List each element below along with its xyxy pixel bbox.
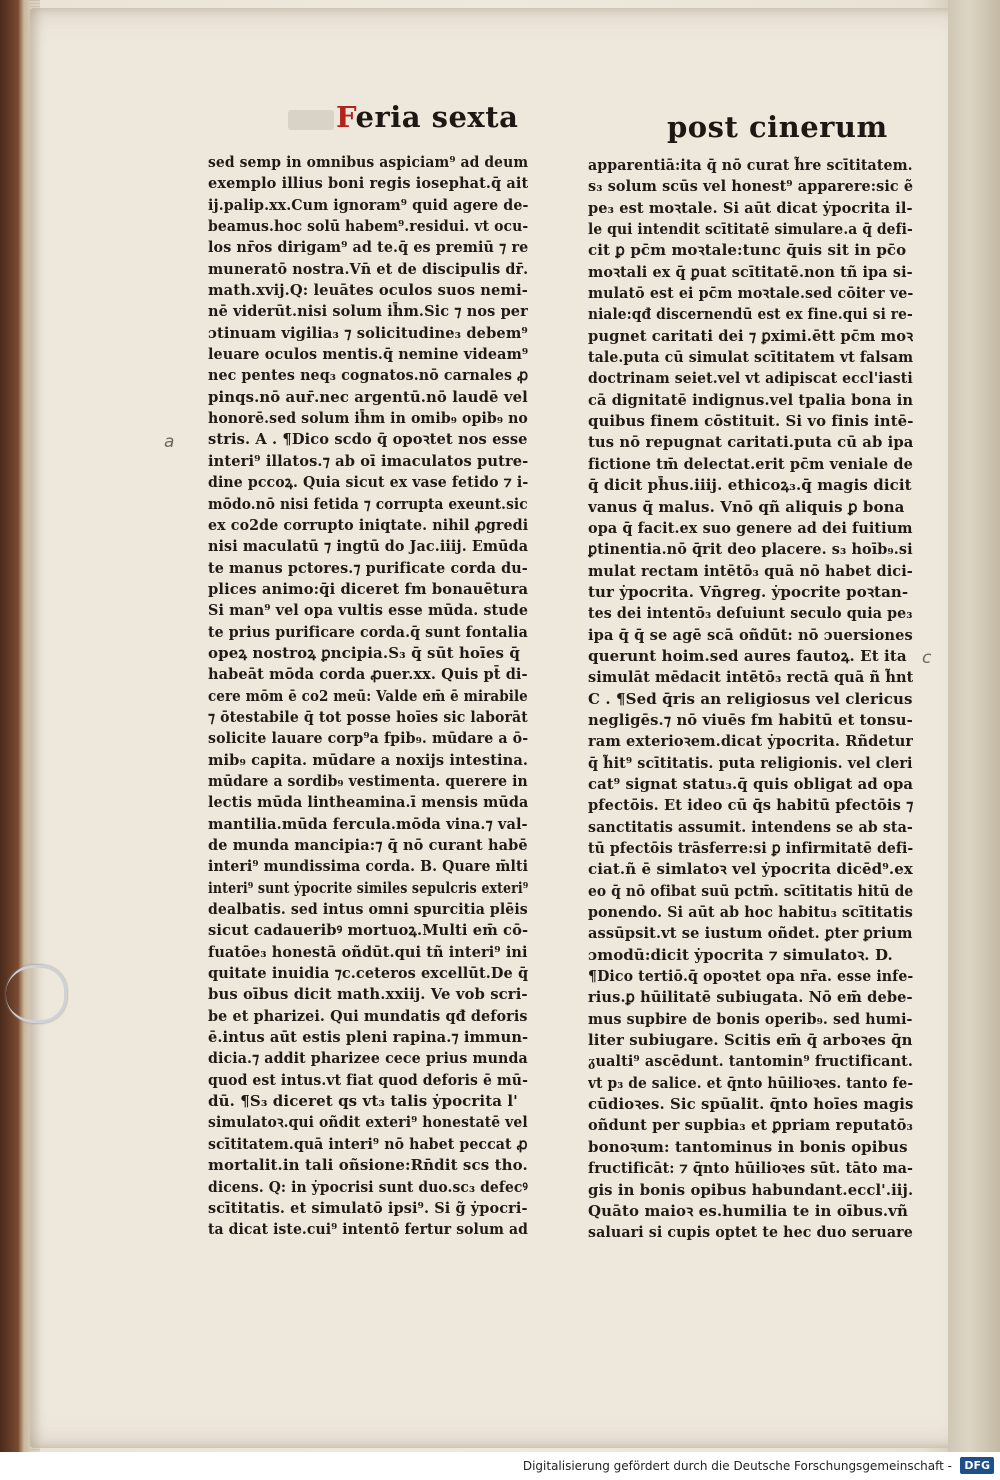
text-line: C . ¶Sed q̄ris an religiosus vel clericus bbox=[588, 689, 913, 708]
text-line: liter subiugare. Scitis em̄ q̄ arboꝛes q̄n bbox=[588, 1031, 913, 1050]
text-line: exemplo illius boni regis iosephat.q̄ ait bbox=[208, 174, 528, 193]
text-line: tū pfectōis trāsferre:si ꝑ infirmitatē defi- bbox=[588, 839, 913, 857]
text-line: lectis mūda lintheamina.ī mensis mūda bbox=[208, 793, 528, 812]
text-line: tale.puta cū simulat scītitatem vt falsam bbox=[588, 348, 913, 367]
text-column-right bbox=[588, 155, 913, 1244]
text-line: cūdioꝛes. Sic spūalit. q̄nto hoīes magis bbox=[588, 1095, 913, 1114]
text-line: beamus.hoc solū habem⁹.residui. vt ocu- bbox=[208, 217, 528, 236]
text-line: cā dignitatē indignus.vel tpalia bona in bbox=[588, 390, 913, 409]
text-line: ponendo. Si aūt ab hoc habitu₃ scītitatis bbox=[588, 903, 913, 922]
text-line: rius.ꝑ hūilitatē subiugata. Nō em̄ debe- bbox=[588, 988, 913, 1007]
running-head-left: Feria sexta bbox=[336, 100, 519, 134]
text-line: doctrinam seiet.vel vt adipiscat eccl'iasti bbox=[588, 369, 913, 388]
text-column-left bbox=[208, 152, 528, 1241]
margin-note-a: a bbox=[164, 432, 175, 452]
text-line: plices animo:q̄i diceret fm bonauētura bbox=[208, 579, 528, 598]
text-line: mūdare a sordib₉ vestimenta. querere in bbox=[208, 771, 528, 790]
text-line: ɔtinuam vigilia₃ ⁊ solicitudine₃ debem⁹ bbox=[208, 323, 528, 342]
text-line: interi⁹ illatos.⁊ ab oī imaculatos putre- bbox=[208, 451, 528, 470]
text-line: fuatōe₃ honestā oñdūt.qui tñ interi⁹ ini bbox=[208, 942, 528, 961]
text-line: tus nō repugnat caritati.puta cū ab ipa bbox=[588, 433, 913, 452]
text-line: s₃ solum scūs vel honest⁹ apparere:sic ẽ bbox=[588, 177, 913, 196]
text-line: dealbatis. sed intus omni spurcitia plēis bbox=[208, 900, 528, 919]
text-line: pugnet caritati dei ⁊ ꝑximi.ētt pc̄m moꝛ bbox=[588, 326, 913, 345]
text-line: ¶Dico tertiō.q̄ opoꝛtet opa nr̄a. esse infe- bbox=[588, 967, 913, 986]
text-line: vanus q̄ malus. Vnō qñ aliquis ꝑ bona bbox=[588, 497, 905, 516]
text-line: opa q̄ facit.ex suo genere ad dei fuitium bbox=[588, 518, 913, 537]
text-line: habeāt mōda corda ꝓuer.xx. Quis pt̄ di- bbox=[208, 665, 528, 684]
text-line: interi⁹ mundissima corda. B. Quare m̄lti bbox=[208, 857, 528, 876]
text-line: dine pccoꝝ. Quia sicut ex vase fetido ⁊ i- bbox=[208, 473, 528, 492]
text-line: interi⁹ sunt ẏpocrite similes sepulcris exteri⁹ bbox=[208, 878, 528, 897]
text-line: ij.palip.xx.Cum ignoram⁹ quid agere de- bbox=[208, 195, 528, 214]
text-line: ciat.ñ ē simlatoꝛ vel ẏpocrita dicēd⁹.ex bbox=[588, 860, 913, 879]
margin-note-c: c bbox=[922, 648, 932, 668]
text-line: dicia.⁊ addit pharizee cece prius munda bbox=[208, 1049, 528, 1068]
text-line: math.xvij.Q: leuātes oculos suos nemi- bbox=[208, 281, 528, 300]
text-line: be et pharizei. Qui mundatis qđ deforis bbox=[208, 1006, 528, 1025]
text-line: gis in bonis opibus habundant.eccl'.iij. bbox=[588, 1180, 913, 1199]
text-line: stris. A . ¶Dico scdo q̄ opoꝛtet nos esse bbox=[208, 430, 528, 449]
text-line: niale:qđ discernendū est ex fine.qui si re- bbox=[588, 305, 913, 324]
text-line: ram exterioꝛem.dicat ẏpocrita. Rñdetur bbox=[588, 732, 913, 751]
text-line: te manus pctores.⁊ purificate corda du- bbox=[208, 558, 528, 577]
text-line: mantilia.mūda fercula.mōda vina.⁊ val- bbox=[208, 814, 528, 833]
text-line: nisi maculatū ⁊ ingtū do Jac.iiij. Emūda bbox=[208, 537, 528, 556]
text-line: muneratō nostra.Vn̄ et de discipulis dr̄. bbox=[208, 259, 528, 278]
text-line: sed semp in omnibus aspiciam⁹ ad deum bbox=[208, 153, 528, 171]
text-line: ipa q̄ q̄ se agē scā oñdūt: nō ɔuersiones bbox=[588, 625, 913, 644]
text-line: mulat rectam intētō₃ quā nō habet dici- bbox=[588, 561, 913, 580]
text-line: q̄ h̃it⁹ scītitatis. puta religionis. vel cleri bbox=[588, 753, 913, 772]
text-line: Quāto maioꝛ es.humilia te in oībus.vñ bbox=[588, 1201, 909, 1220]
text-line: los nr̄os dirigam⁹ ad te.q̄ es premiū ⁊ re bbox=[208, 238, 528, 257]
text-line: ⁊ ōtestabile q̄ tot posse hoīes sic laborāt bbox=[208, 707, 528, 726]
text-line: mōdo.nō nisi fetida ⁊ corrupta exeunt.sic bbox=[208, 494, 528, 513]
text-line: simulāt mēdacit intētō₃ rectā quā ñ h̃nt bbox=[588, 668, 913, 687]
text-line: sanctitatis assumit. intendens se ab sta- bbox=[588, 817, 913, 836]
text-line: ex co2de corrupto iniqtate. nihil ꝓgredi bbox=[208, 515, 528, 534]
text-line: quod est intus.vt fiat quod deforis ē mū- bbox=[208, 1070, 528, 1089]
text-line: quitate inuidia ⁊c.ceteros excellūt.De q̄ bbox=[208, 964, 528, 983]
text-line: dū. ¶S₃ diceret qs vt₃ talis ẏpocrita l' bbox=[208, 1092, 518, 1111]
text-line: bus oībus dicit math.xxiij. Ve vob scri- bbox=[208, 985, 528, 1004]
text-line: cere mōm ē co2 meū: Valde em̄ ē mirabile bbox=[208, 686, 528, 705]
text-line: simulatoꝛ.qui oñdit exteri⁹ honestatē vel bbox=[208, 1113, 528, 1132]
text-line: sicut cadaueribꝰ mortuoꝝ.Multi em̄ cō- bbox=[208, 921, 528, 940]
text-line: eo q̄ nō ofibat suū pctm̄. scītitatis hitū de bbox=[588, 881, 913, 900]
text-line: quibus finem cōstituit. Si vo finis intē- bbox=[588, 412, 913, 431]
paper-clip bbox=[6, 965, 67, 1023]
text-line: tur ẏpocrita. Vn̄greg. ẏpocrite poꝛtan- bbox=[588, 582, 909, 601]
text-line: ꝑtinentia.nō q̄rit deo placere. s₃ hoīb₉.si bbox=[588, 540, 913, 559]
text-line: scītitatem.quā interi⁹ nō habet peccat ꝓ bbox=[208, 1134, 528, 1153]
text-line: assūpsit.vt se iustum oñdet. ꝑter ꝑrium bbox=[588, 924, 913, 943]
text-line: de munda mancipia:⁊ q̄ nō curant habē bbox=[208, 836, 528, 854]
text-line: moꝛtali ex q̄ ꝑuat scītitatē.non tñ ipa si- bbox=[588, 262, 913, 281]
text-line: fictione tm̄ delectat.erit pc̄m veniale de bbox=[588, 454, 913, 473]
text-line: solicite lauare corp⁹a fpib₉. mūdare a ō- bbox=[208, 729, 528, 748]
text-line: negligēs.⁊ nō viuēs fm habitū et tonsu- bbox=[588, 710, 913, 729]
text-line: fructificāt: ⁊ q̄nto hūilioꝛes sūt. tāto ma- bbox=[588, 1159, 913, 1178]
text-line: bonoꝛum: tantominus in bonis opibus bbox=[588, 1137, 908, 1156]
footer-credit: Digitalisierung gefördert durch die Deutsche Forschungsgemeinschaft - bbox=[522, 1459, 952, 1473]
text-line: te prius purificare corda.q̄ sunt fontalia bbox=[208, 622, 528, 641]
text-line: dicens. Q: in ẏpocrisi sunt duo.sc₃ defecꝰ bbox=[208, 1177, 528, 1196]
next-page-edge bbox=[948, 0, 1000, 1452]
text-line: opeꝝ nostroꝝ ꝑncipia.S₃ q̄ sūt hoīes q̄ bbox=[208, 643, 520, 662]
text-line: honorē.sed solum ih̄m in omib₉ opib₉ no bbox=[208, 409, 528, 428]
text-line: pfectōis. Et ideo cū q̄s habitū pfectōis ⁊ bbox=[588, 796, 913, 815]
text-line: mulatō est ei pc̄m moꝛtale.sed cōiter ve- bbox=[588, 284, 913, 303]
text-line: apparentiā:ita q̄ nō curat h̃re scītitatem. bbox=[588, 156, 913, 174]
text-line: scītitatis. et simulatō ipsi⁹. Si g̃ ẏpocri- bbox=[208, 1198, 528, 1217]
text-line: nē viderūt.nisi solum ih̄m.Sic ⁊ nos per bbox=[208, 302, 528, 321]
text-line: oñdunt per supbia₃ et ꝑpriam reputatō₃ bbox=[588, 1116, 913, 1135]
running-head-right: post cinerum bbox=[667, 110, 888, 144]
text-line: ē.intus aūt estis pleni rapina.⁊ immun- bbox=[208, 1028, 528, 1047]
text-line: ᵹualti⁹ ascēdunt. tantomin⁹ fructificant. bbox=[588, 1052, 913, 1071]
text-line: pinqs.nō aur̄.nec argentū.nō laudē vel bbox=[208, 387, 528, 406]
text-line: vt p₃ de salice. et q̄nto hūilioꝛes. tanto fe- bbox=[588, 1073, 913, 1092]
text-line: mortalit.in tali oñsione:Rn̄dit scs tho. bbox=[208, 1156, 528, 1175]
dfg-logo: DFG bbox=[960, 1457, 994, 1474]
text-line: leuare oculos mentis.q̄ nemine videam⁹ bbox=[208, 345, 528, 364]
text-line: saluari si cupis optet te hec duo seruare bbox=[588, 1223, 913, 1242]
footer-bar bbox=[0, 1452, 1000, 1480]
text-line: mib₉ capita. mūdare a noxijs intestina. bbox=[208, 750, 528, 769]
text-line: pe₃ est moꝛtale. Si aūt dicat ẏpocrita il- bbox=[588, 198, 913, 217]
text-line: cit ꝑ pc̄m moꝛtale:tunc q̄uis sit in pc̄o bbox=[588, 241, 907, 260]
text-line: nec pentes neq₃ cognatos.nō carnales ꝓ bbox=[208, 366, 528, 385]
text-line: Si man⁹ vel opa vultis esse mūda. stude bbox=[208, 601, 528, 620]
text-line: cat⁹ signat statu₃.q̄ quis obligat ad opa bbox=[588, 774, 913, 793]
text-line: tes dei intentō₃ deſuiunt seculo quia pe₃ bbox=[588, 604, 913, 623]
heading-smudge bbox=[288, 110, 334, 130]
text-line: mus supbire de bonis operib₉. sed humi- bbox=[588, 1009, 913, 1028]
text-line: querunt hoim.sed aures fautoꝝ. Et ita bbox=[588, 646, 907, 665]
text-line: ta dicat iste.cui⁹ intentō fertur solum ad bbox=[208, 1220, 528, 1239]
text-line: q̄ dicit ph̄us.iiij. ethicoꝝ₃.q̄ magis dicit bbox=[588, 476, 912, 495]
text-line: le qui intendit scītitatē simulare.a q̄ defi- bbox=[588, 220, 913, 239]
rubricated-initial: F bbox=[336, 100, 356, 134]
text-line: ɔmodū:dicit ẏpocrita ⁊ simulatoꝛ. D. bbox=[588, 945, 893, 964]
